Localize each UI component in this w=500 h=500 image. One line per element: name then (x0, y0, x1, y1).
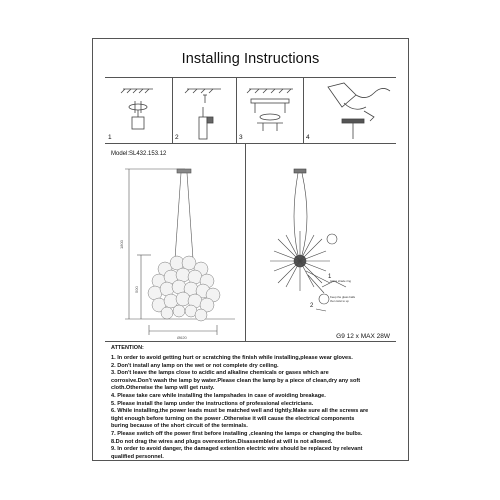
fixing-label-2: then twist to up (330, 299, 349, 303)
attention-line: 1. In order to avoid getting hurt or scratching the finish while installing,please wear gloves. (111, 355, 353, 361)
step-number: 1 (108, 134, 112, 141)
attention-line: corrosive.Don't wash the lamp by water.Please clean the lamp by a piece of clean,dry any soft (111, 377, 361, 384)
model-number: Model:SL432.153.12 (111, 151, 167, 157)
attention-list (111, 355, 393, 461)
wire-connection-icon (304, 77, 398, 143)
attention-line: 4. Please take care while installing the lampshades in case of avoiding breakage. (111, 392, 326, 399)
step-number: 3 (239, 134, 243, 141)
attention-line: tight enough before turning on the power .Otherwise it will cause the electrical components (111, 415, 355, 422)
callout-2: 2 (310, 303, 314, 309)
step-number: 2 (175, 134, 179, 141)
page-title: Installing Instructions (181, 51, 320, 67)
attention-line: 7. Please switch off the power first before installing ,cleaning the lamps or changing the bulbs. (111, 430, 363, 437)
instruction-sheet (92, 38, 409, 461)
attention-line: 8.Do not drag the wires and plugs overexertion.Disassembled at will is not allowed. (111, 438, 333, 445)
body-height-label: 500 (134, 286, 139, 293)
exploded-view-diagram (246, 159, 396, 331)
step-number: 4 (306, 134, 310, 141)
steps-divider (105, 143, 396, 144)
attention-line: qualified personnel. (111, 453, 164, 460)
total-height-label: 1800 (119, 240, 124, 249)
rail-assembly-icon (237, 77, 303, 143)
diagram-divider (105, 341, 396, 342)
bulb-label: Glass shade ring (330, 279, 351, 283)
bulb-spec: G9 12 x MAX 28W (336, 333, 390, 340)
attention-line: 5. Please install the lamp under the instructions of professional electricians. (111, 400, 314, 407)
bracket-screw-icon (173, 77, 236, 143)
ceiling-mount-icon (105, 77, 172, 143)
attention-line: 6. While installing,the power leads must be matched well and tightly.Make sure all the screws are (111, 408, 369, 415)
attention-line: 2. Don't install any lamp on the wet or not complete dry ceiling. (111, 362, 279, 369)
attention-line: 3. Don't leave the lamps close to acidic and alkaline chemicals or gases which are (111, 370, 329, 377)
attention-line: 9. In order to avoid danger, the damaged extention electric wire should be replaced by relevant (111, 446, 363, 453)
diameter-label: Ø620 (177, 335, 187, 340)
fixing-label-1: Keep the glass balls (330, 295, 356, 299)
attention-line: buring because of the short circuit of the terminals. (111, 423, 248, 430)
dimension-drawing (105, 159, 245, 341)
attention-heading: ATTENTION: (111, 345, 144, 351)
attention-line: cloth.Otherwise the lamp will get rusty. (111, 385, 215, 392)
callout-1: 1 (328, 274, 332, 280)
